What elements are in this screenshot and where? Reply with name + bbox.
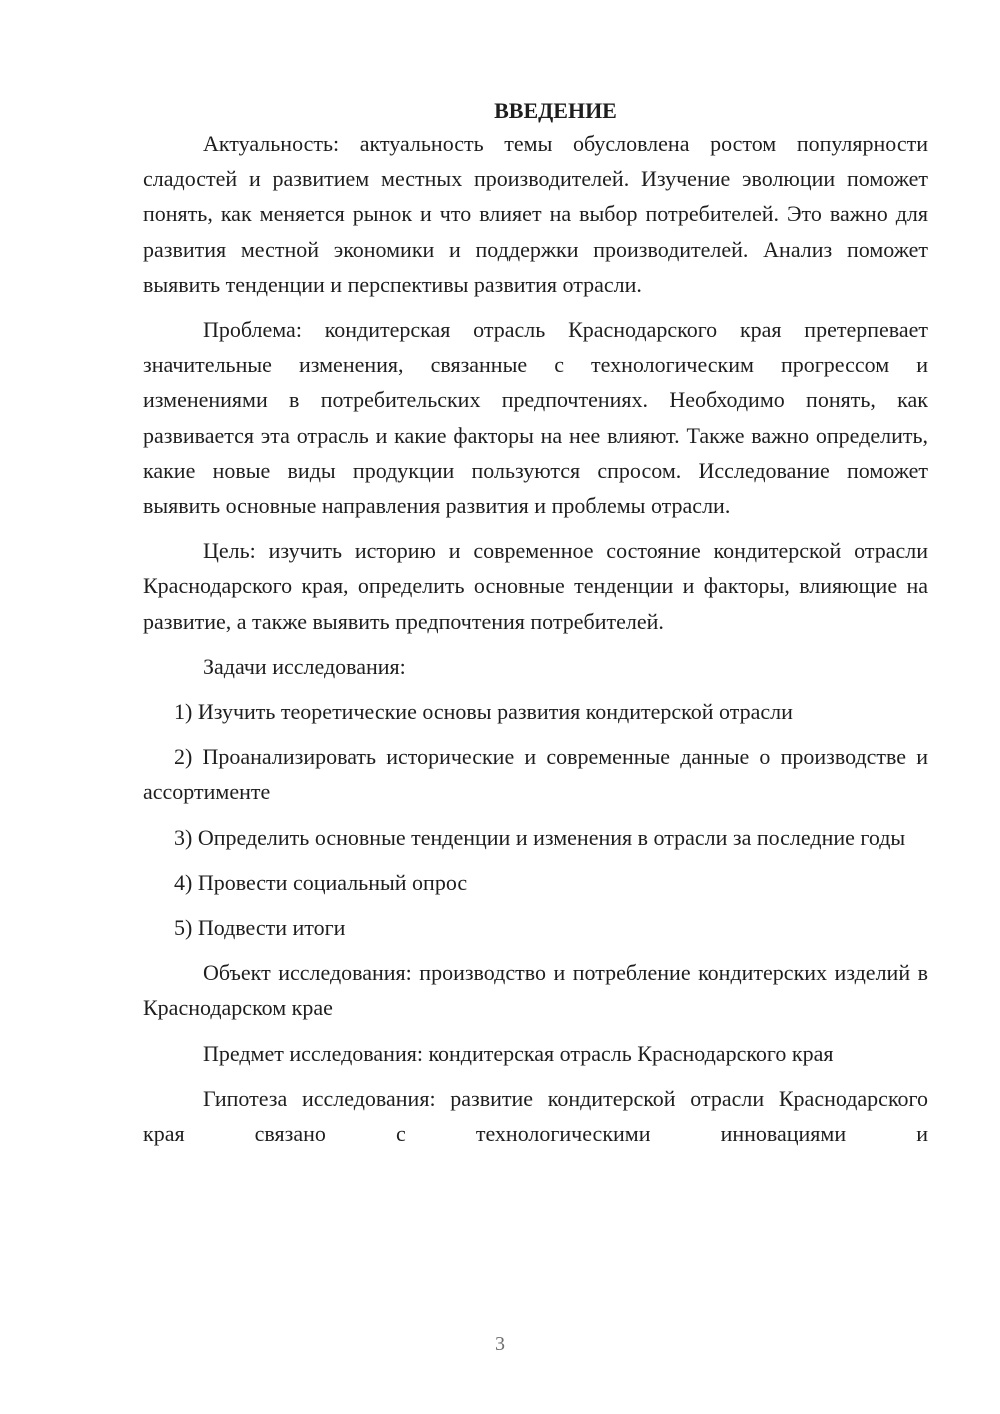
task-item-2: 2) Проанализировать исторические и современные данные о производстве и ассортименте [143, 744, 928, 805]
task-item-3: 3) Определить основные тенденции и изменения в отрасли за последние годы [174, 824, 906, 850]
tasks-heading: Задачи исследования: [203, 653, 406, 679]
task-item-5: 5) Подвести итоги [174, 915, 346, 941]
hypothesis-paragraph: Гипотеза исследования: развитие кондитерской отрасли Краснодарского края связано с технологическими инновациями и [143, 1085, 928, 1147]
relevance-paragraph: Актуальность: актуальность темы обусловлена ростом популярности сладостей и развитием местных производителей. Изучение эволюции поможет понять, как меняется рынок и что влияет на выбор потребителей. Это важно для развития местной экономики и поддержки производителей. Анализ поможет выявить тенденции и перспективы развития отрасли. [143, 131, 928, 297]
document-body [143, 96, 928, 1151]
subject-paragraph: Предмет исследования: кондитерская отрасль Краснодарского края [203, 1040, 834, 1066]
section-title: ВВЕДЕНИЕ [494, 98, 617, 123]
task-item-4: 4) Провести социальный опрос [174, 869, 468, 895]
task-item-1: 1) Изучить теоретические основы развития кондитерской отрасли [174, 699, 793, 725]
object-paragraph: Объект исследования: производство и потребление кондитерских изделий в Краснодарском крае [143, 960, 928, 1021]
page-number: 3 [495, 1333, 505, 1355]
problem-paragraph: Проблема: кондитерская отрасль Краснодарского края претерпевает значительные изменения, связанные с технологическим прогрессом и изменениями в потребительских предпочтениях. Необходимо понять, как развивается эта отрасль и какие факторы на нее влияют. Также важно определить, какие новые виды продукции пользуются спросом. Исследование поможет выявить основные направления развития и проблемы отрасли. [143, 317, 928, 519]
goal-paragraph: Цель: изучить историю и современное состояние кондитерской отрасли Краснодарского края, определить основные тенденции и факторы, влияющие на развитие, а также выявить предпочтения потребителей. [143, 538, 928, 634]
